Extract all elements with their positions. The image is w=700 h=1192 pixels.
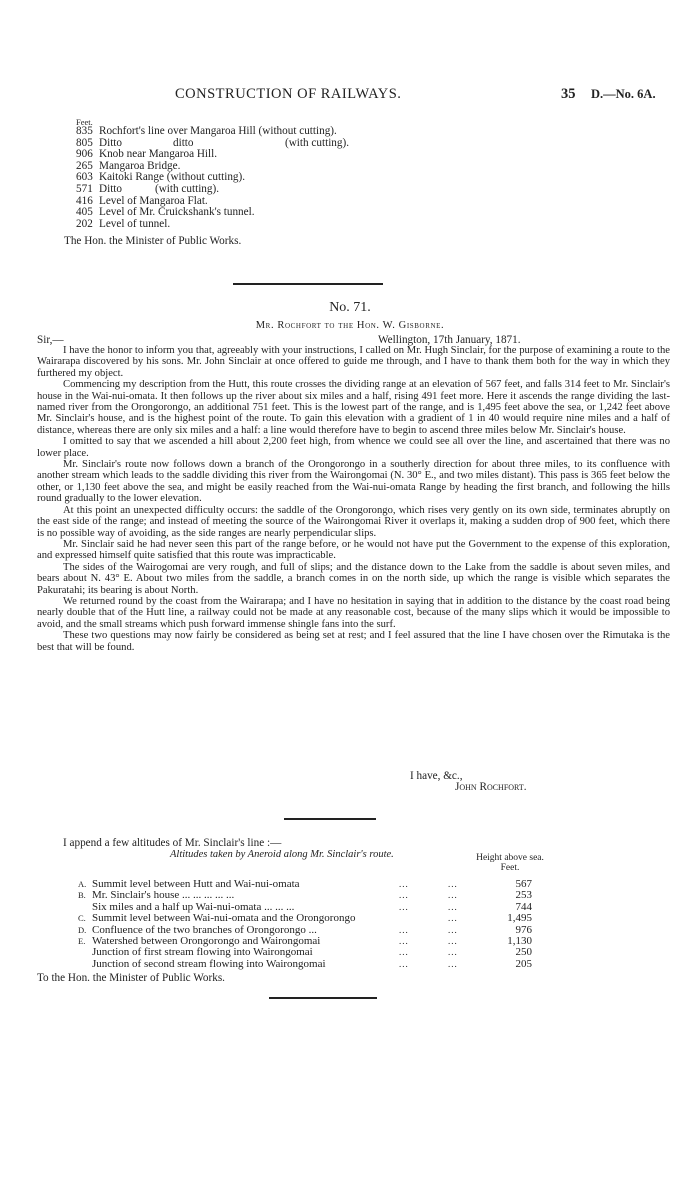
closing: I have, &c., [410, 770, 463, 782]
section-divider [269, 997, 377, 999]
appendix-intro: I append a few altitudes of Mr. Sinclair's line :— [63, 837, 282, 849]
table-row: B. Mr. Sinclair's house ... ... ... ... ... ... ... 253 [78, 889, 532, 902]
page-number: 35 [561, 86, 576, 102]
paragraph: Mr. Sinclair's route now follows down a branch of the Orongorongo in a southerly direction for about three miles, to its confluence with another stream which leads to the saddle dividing this river from the Wairongomai (N. 30° E., and two miles distant). This pass is 365 feet below the other, or 1,130 feet above the sea, and might be easily reached from the Wai-nui-omata Range by heading the first branch, and following the hills round gradually to the lower elevation. [37, 459, 670, 505]
column-header: Height above sea. Feet. [476, 853, 544, 873]
list-item: 906 Knob near Mangaroa Hill. [76, 148, 218, 161]
paragraph: We returned round by the coast from the Wairarapa; and I have no hesitation in saying that in addition to the distance by the coast road being nearly double that of the Hutt line, a railway could not be made at any reasonable cost, because of the many slips which it would be impossible to avoid, and the small streams which push forward immense shingle fans into the surf. [37, 595, 670, 630]
altitude-table [78, 878, 532, 970]
altitude-list [76, 126, 349, 230]
letter-number: No. 71. [329, 300, 371, 315]
paragraph: At this point an unexpected difficulty occurs: the saddle of the Orongorongo, which rises very gently on its own side, terminates abruptly on the east side of the range; and instead of meeting the source of the Wairongomai River it overlaps it, making a sudden drop of 900 feet, which there is no possible way of avoiding, as the side ranges are nearly perpendicular slips. [37, 504, 670, 539]
list-item: 202 Level of tunnel. [76, 217, 171, 230]
running-title: CONSTRUCTION OF RAILWAYS. [175, 86, 402, 102]
list-item: 571 Ditto (with cutting). [76, 182, 220, 195]
table-row: Junction of second stream flowing into Wairongomai ... ... 205 [92, 957, 532, 970]
salutation: Sir,— [37, 334, 64, 346]
feet-heading: Feet. [76, 117, 93, 127]
list-item: 805 Ditto ditto (with cutting). [76, 136, 350, 149]
table-row: C. Summit level between Wai-nui-omata and the Orongorongo ... 1,495 [78, 912, 532, 925]
paragraph: Mr. Sinclair said he had never seen this part of the range before, or he would not have put the Government to the expense of this exploration, and expressed himself quite satisfied that this route was impracticable. [37, 538, 670, 562]
table-row: Six miles and a half up Wai-nui-omata ... ... ... ... ... 744 [92, 900, 532, 913]
paragraph: The sides of the Wairogomai are very rough, and full of slips; and the distance down to the Lake from the saddle is about seven miles, and bears about N. 43° E. About two miles from the saddle, a branch comes in on the north side, up which the range is visible which separates the Pakuratahi; its bearing is about North. [37, 561, 670, 596]
document-reference: D.—No. 6A. [591, 87, 656, 101]
addressee-top: The Hon. the Minister of Public Works. [64, 235, 242, 247]
paragraph: I omitted to say that we ascended a hill about 2,200 feet high, from whence we could see all over the line, and ascertained that there was no lower place. [37, 436, 670, 459]
letter-date: Wellington, 17th January, 1871. [378, 334, 521, 346]
signature: John Rochfort. [455, 781, 527, 793]
table-row: D. Confluence of the two branches of Orongorongo ... ... ... 976 [78, 923, 532, 936]
appendix-subtitle: Altitudes taken by Aneroid along Mr. Sinclair's route. [170, 849, 394, 860]
paragraph: I have the honor to inform you that, agreeably with your instructions, I called on Mr. Hugh Sinclair, for the purpose of examining a route to the Wairarapa discovered by his sons. Mr. John Sinclair at once offered to guide me through, and I have to thank them both for the way in which they furthered my object. [37, 345, 670, 379]
list-item: 603 Kaitoki Range (without cutting). [76, 171, 246, 184]
paragraph: These two questions may now fairly be considered as being set at rest; and I feel assured that the line I have chosen over the Rimutaka is the best that will be found. [37, 630, 670, 653]
page-header [0, 86, 700, 106]
letter-subtitle: Mr. Rochfort to the Hon. W. Gisborne. [255, 320, 445, 331]
section-divider [233, 283, 383, 285]
table-row: E. Watershed between Orongorongo and Wairongomai ... ... 1,130 [78, 934, 532, 947]
paragraph: Commencing my description from the Hutt, this route crosses the dividing range at an elevation of 567 feet, and falls 314 feet to Mr. Sinclair's house in the Wai-nui-omata. It then follows up the river about six miles and a half, rising 491 feet more. Here it ascends the range dividing the last-named river from the Orongorongo, an additional 751 feet. This is the lowest part of the range, and is 1,495 feet above the sea, or 1,242 feet above Mr. Sinclair's house, and is the highest point of the route. To gain this elevation with a gradient of 1 in 40 would require nine miles and a half of distance, whereas there are only six miles and a half: a line would therefore have to begin to ascend three miles below Mr. Sinclair's house. [37, 379, 670, 436]
table-row: Junction of first stream flowing into Wairongomai ... ... 250 [92, 946, 532, 959]
table-row: A. Summit level between Hutt and Wai-nui-omata ... ... 567 [78, 878, 532, 890]
addressee-bottom: To the Hon. the Minister of Public Works. [37, 972, 225, 984]
list-item: 265 Mangaroa Bridge. [76, 159, 181, 172]
list-item: 416 Level of Mangaroa Flat. [76, 194, 208, 207]
list-item: 835 Rochfort's line over Mangaroa Hill (without cutting). [76, 125, 337, 137]
section-divider [284, 818, 376, 820]
list-item: 405 Level of Mr. Cruickshank's tunnel. [76, 206, 255, 219]
letter-body [37, 345, 670, 653]
